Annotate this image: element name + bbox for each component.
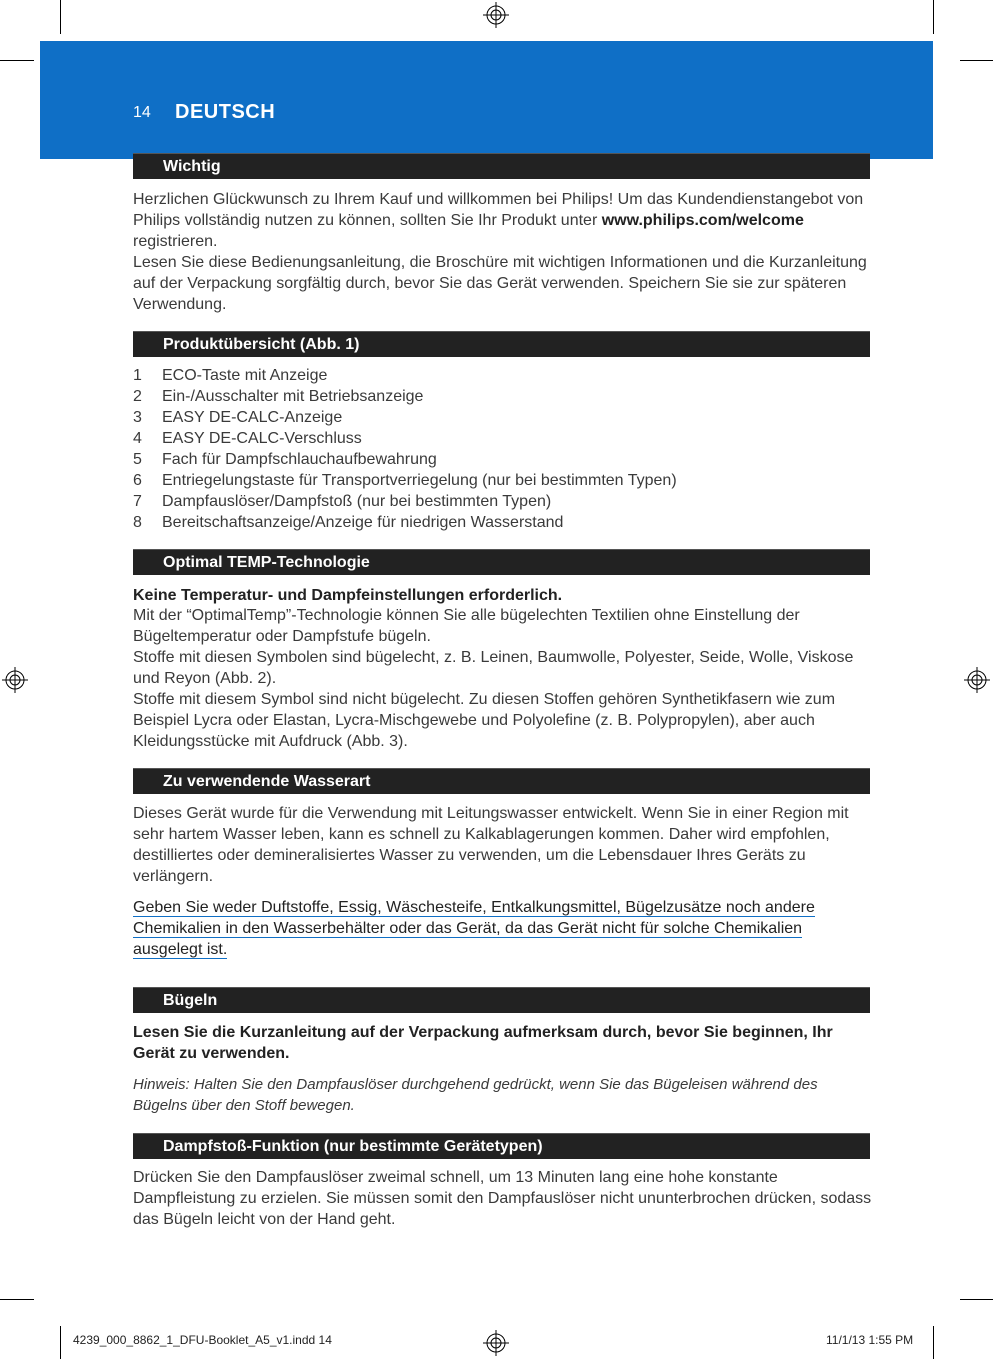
wichtig-paragraph-1 — [133, 189, 873, 252]
list-item — [133, 512, 677, 533]
optimal-lead: Keine Temperatur- und Dampfeinstellungen erforderlich. — [133, 587, 563, 604]
list-item — [133, 428, 677, 449]
buegeln-lead: Lesen Sie die Kurzanleitung auf der Verpackung aufmerksam durch, bevor Sie beginnen, Ihr Gerät zu verwenden. — [133, 1024, 833, 1062]
crop-mark — [960, 1299, 993, 1300]
section-heading-buegeln: Bügeln — [133, 987, 870, 1013]
item-label: Fach für Dampfschlauchaufbewahrung — [162, 451, 437, 468]
dampf-paragraph-1: Drücken Sie den Dampfauslöser zweimal schnell, um 13 Minuten lang eine hohe konstante Dampfleistung zu erzielen. Sie müssen somit den Dampfauslöser nicht ununterbrochen drücken, sodass das Bügeln leicht von der Hand geht. — [133, 1169, 872, 1228]
list-item — [133, 491, 677, 512]
registration-mark-icon — [964, 667, 990, 693]
item-label: Entriegelungstaste für Transportverriegelung (nur bei bestimmten Typen) — [162, 472, 677, 489]
page-number: 14 — [133, 104, 151, 121]
print-date: 11/1/13 1:55 PM — [826, 1333, 914, 1347]
registration-mark-icon — [2, 667, 28, 693]
item-label: Ein-/Ausschalter mit Betriebsanzeige — [162, 388, 424, 405]
item-number: 8 — [133, 514, 142, 531]
item-label: Bereitschaftsanzeige/Anzeige für niedrigen Wasserstand — [162, 514, 564, 531]
philips-register-link: www.philips.com/welcome — [601, 212, 804, 229]
language-heading: DEUTSCH — [175, 101, 276, 123]
item-number: 7 — [133, 493, 142, 510]
item-number: 4 — [133, 430, 142, 447]
item-number: 5 — [133, 451, 142, 468]
section-heading-wichtig: Wichtig — [133, 153, 870, 179]
crop-mark — [60, 1326, 61, 1359]
item-label: Dampfauslöser/Dampfstoß (nur bei bestimmten Typen) — [162, 493, 552, 510]
crop-mark — [60, 0, 61, 34]
wichtig-paragraph-2: Lesen Sie diese Bedienungsanleitung, die Broschüre mit wichtigen Informationen und die Kurzanleitung auf der Verpackung sorgfältig durch, bevor Sie das Gerät verwenden. Speichern Sie sie zur späteren Verwendung. — [133, 254, 867, 313]
product-parts-list — [133, 365, 677, 533]
item-label: EASY DE-CALC-Anzeige — [162, 409, 343, 426]
file-slug: 4239_000_8862_1_DFU-Booklet_A5_v1.indd 14 — [73, 1333, 332, 1347]
crop-mark — [0, 1299, 34, 1300]
item-label: EASY DE-CALC-Verschluss — [162, 430, 362, 447]
item-number: 2 — [133, 388, 142, 405]
item-number: 1 — [133, 367, 142, 384]
registration-mark-icon — [483, 2, 509, 28]
section-heading-dampfstoss: Dampfstoß-Funktion (nur bestimmte Gerätetypen) — [133, 1133, 870, 1159]
section-heading-produktuebersicht: Produktübersicht (Abb. 1) — [133, 331, 870, 357]
list-item — [133, 386, 677, 407]
page-header-band — [40, 41, 933, 159]
registration-mark-icon — [483, 1330, 509, 1356]
list-item — [133, 449, 677, 470]
crop-mark — [0, 60, 34, 61]
optimal-paragraph-3: Stoffe mit diesem Symbol sind nicht bügelecht. Zu diesen Stoffen gehören Synthetikfasern wie zum Beispiel Lycra oder Elastan, Lycra-Mischgewebe und Polyolefine (z. B. Polypropylen), aber auch Kleidungsstücke mit Aufdruck (Abb. 3). — [133, 691, 836, 750]
wichtig-text: Herzlichen Glückwunsch zu Ihrem Kauf und willkommen bei Philips! Um das Kundendienstangebot von Philips vollständig nutzen zu können, sollten Sie Ihr Produkt unter — [133, 191, 864, 229]
optimal-paragraph-1: Mit der “OptimalTemp”-Technologie können Sie alle bügelechten Textilien ohne Einstellung der Bügeltemperatur oder Dampfstufe bügeln. — [133, 607, 800, 645]
crop-mark — [933, 1326, 934, 1359]
wichtig-text-end: registrieren. — [133, 233, 218, 250]
section-heading-optimal-temp: Optimal TEMP-Technologie — [133, 549, 870, 575]
wasser-warning-text: Geben Sie weder Duftstoffe, Essig, Wäschesteife, Entkalkungsmittel, Bügelzusätze noch andere Chemikalien in den Wasserbehälter oder das Gerät, da das Gerät nicht für solche Chemikalien ausgelegt ist. — [133, 899, 815, 958]
item-number: 3 — [133, 409, 142, 426]
crop-mark — [933, 0, 934, 34]
item-label: ECO-Taste mit Anzeige — [162, 367, 328, 384]
optimal-paragraph-2: Stoffe mit diesen Symbolen sind bügelecht, z. B. Leinen, Baumwolle, Polyester, Seide, Wolle, Viskose und Reyon (Abb. 2). — [133, 649, 854, 687]
wasser-paragraph-1: Dieses Gerät wurde für die Verwendung mit Leitungswasser entwickelt. Wenn Sie in einer Region mit sehr hartem Wasser leben, kann es schnell zu Kalkablagerungen kommen. Daher wird empfohlen, destilliertes oder demineralisiertes Wasser zu verwenden, um die Lebensdauer Ihres Geräts zu verlängern. — [133, 805, 849, 885]
list-item — [133, 470, 677, 491]
wasser-warning — [133, 897, 873, 960]
list-item — [133, 365, 677, 386]
list-item — [133, 407, 677, 428]
buegeln-note: Hinweis: Halten Sie den Dampfauslöser durchgehend gedrückt, wenn Sie das Bügeleisen während des Bügelns über den Stoff bewegen. — [133, 1076, 818, 1114]
crop-mark — [960, 60, 993, 61]
section-heading-wasserart: Zu verwendende Wasserart — [133, 768, 870, 794]
item-number: 6 — [133, 472, 142, 489]
